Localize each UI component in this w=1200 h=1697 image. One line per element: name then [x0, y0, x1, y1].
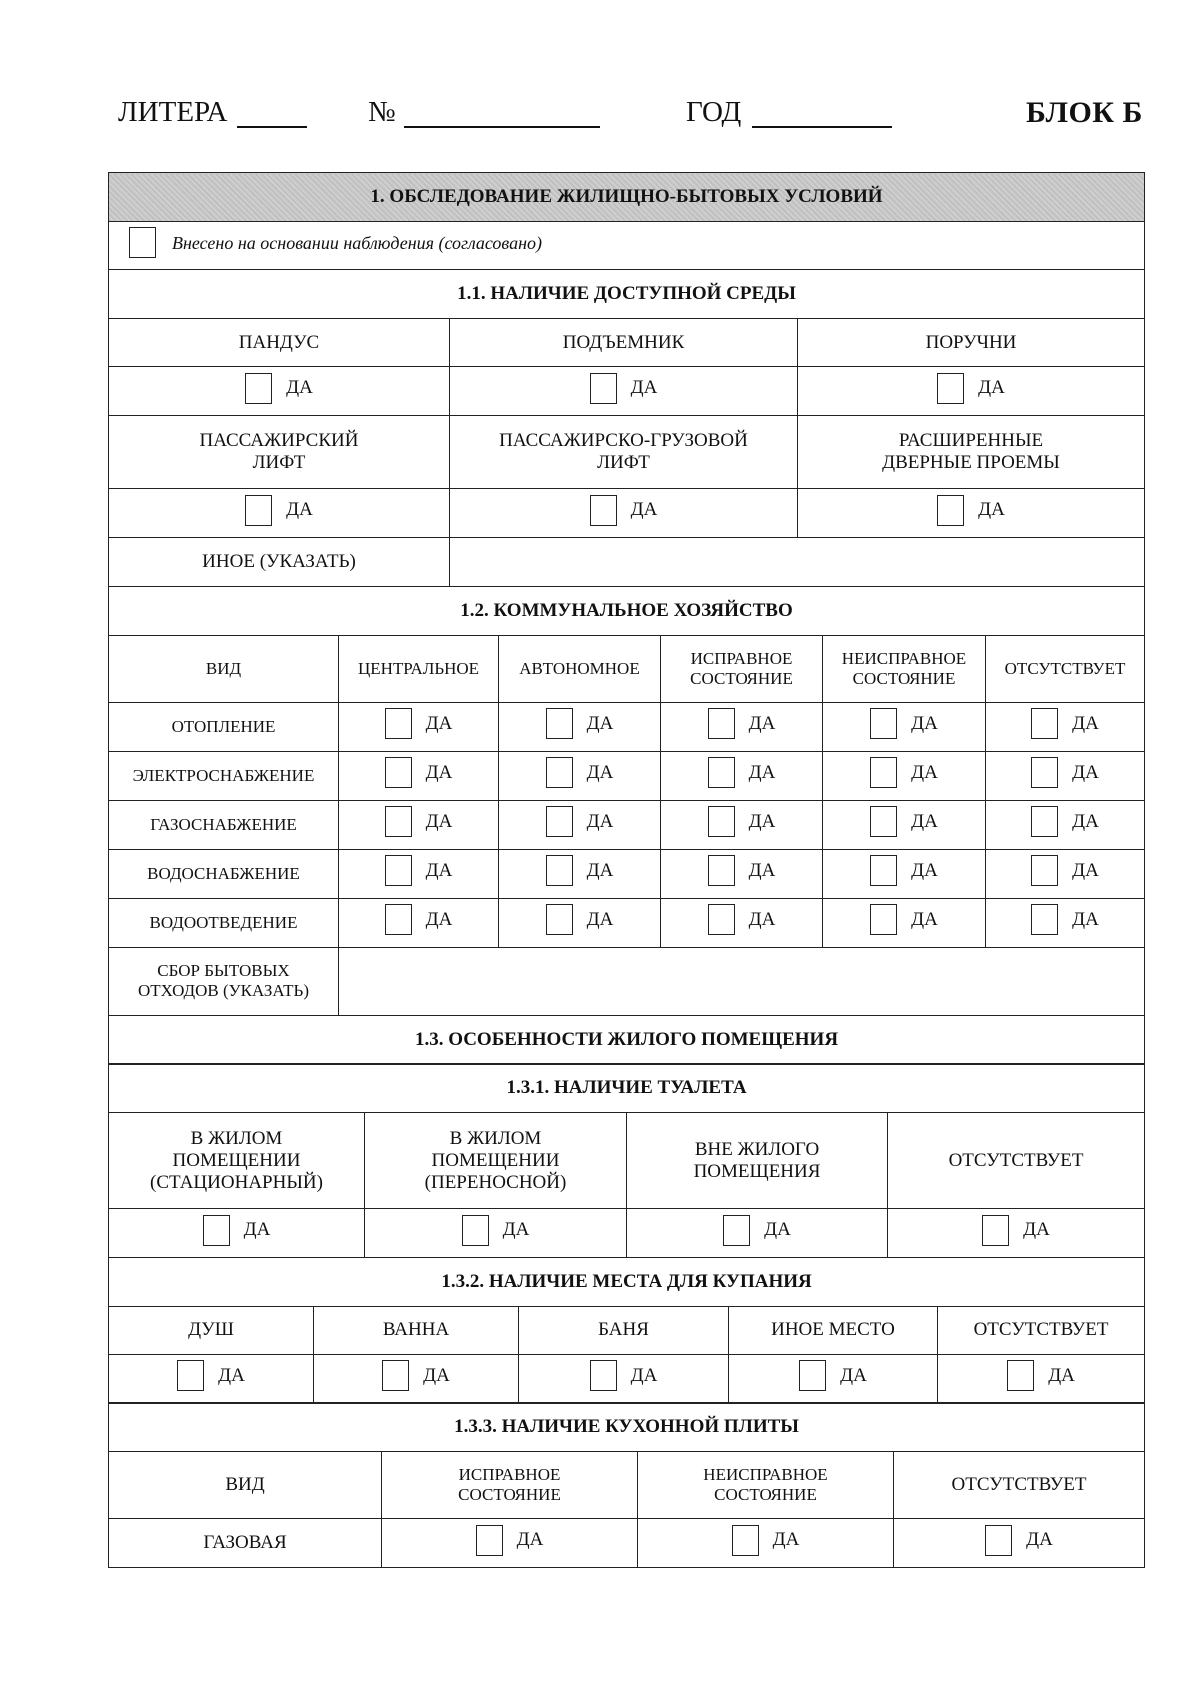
- cell: [823, 751, 986, 800]
- cell: [339, 751, 499, 800]
- bath-yes[interactable]: ДА: [382, 1360, 450, 1391]
- section-1-1-title: 1.1. НАЛИЧИЕ ДОСТУПНОЙ СРЕДЫ: [109, 270, 1145, 319]
- block-label: БЛОК Б: [1026, 96, 1143, 129]
- checkbox[interactable]: [708, 855, 735, 886]
- gas-autonomous[interactable]: ДА: [546, 806, 614, 837]
- shower-yes[interactable]: ДА: [177, 1360, 245, 1391]
- note-checkbox[interactable]: [129, 227, 156, 258]
- cargo-lift-yes[interactable]: ДА: [590, 495, 658, 526]
- row-label-gas: ГАЗОСНАБЖЕНИЕ: [109, 800, 339, 849]
- electricity-good[interactable]: ДА: [708, 757, 776, 788]
- electricity-central[interactable]: ДА: [385, 757, 453, 788]
- other-place-yes[interactable]: ДА: [799, 1360, 867, 1391]
- checkbox[interactable]: [590, 1360, 617, 1391]
- section-1-2-title: 1.2. КОММУНАЛЬНОЕ ХОЗЯЙСТВО: [109, 586, 1145, 635]
- cell: [339, 898, 499, 947]
- other-input[interactable]: [450, 538, 1145, 587]
- checkbox[interactable]: [937, 495, 964, 526]
- bathing-absent-yes[interactable]: ДА: [1007, 1360, 1075, 1391]
- row-label-water: ВОДОСНАБЖЕНИЕ: [109, 849, 339, 898]
- ramp-cell: [109, 367, 450, 416]
- toilet-outside-yes[interactable]: ДА: [723, 1215, 791, 1246]
- cell: [888, 1209, 1145, 1258]
- table-row: [109, 800, 1145, 849]
- electricity-autonomous[interactable]: ДА: [546, 757, 614, 788]
- waste-input[interactable]: [339, 947, 1145, 1015]
- col-type-header: ВИД: [109, 635, 339, 702]
- passenger-lift-yes[interactable]: ДА: [245, 495, 313, 526]
- cell: [823, 849, 986, 898]
- checkbox[interactable]: [1031, 855, 1058, 886]
- bathing-absent-header: ОТСУТСТВУЕТ: [938, 1306, 1145, 1354]
- checkbox[interactable]: [1007, 1360, 1034, 1391]
- cell: [661, 702, 823, 751]
- passenger-lift-header: ПАССАЖИРСКИЙ ЛИФТ: [109, 416, 450, 489]
- drainage-bad[interactable]: ДА: [870, 904, 938, 935]
- gas-central[interactable]: ДА: [385, 806, 453, 837]
- section-1-3-2-table: [108, 1257, 1145, 1404]
- checkbox[interactable]: [546, 757, 573, 788]
- cell: [661, 800, 823, 849]
- cell: [638, 1519, 894, 1568]
- checkbox[interactable]: [203, 1215, 230, 1246]
- cell: [627, 1209, 888, 1258]
- cell: [986, 800, 1145, 849]
- stove-type-header: ВИД: [109, 1452, 382, 1519]
- toilet-absent-yes[interactable]: ДА: [982, 1215, 1050, 1246]
- stove-bad-yes[interactable]: ДА: [732, 1525, 800, 1556]
- stove-absent-yes[interactable]: ДА: [985, 1525, 1053, 1556]
- cargo-lift-header: ПАССАЖИРСКО-ГРУЗОВОЙ ЛИФТ: [450, 416, 798, 489]
- wide-doors-yes[interactable]: ДА: [937, 495, 1005, 526]
- checkbox[interactable]: [1031, 806, 1058, 837]
- cell: [894, 1519, 1145, 1568]
- toilet-portable-yes[interactable]: ДА: [462, 1215, 530, 1246]
- table-row: [109, 702, 1145, 751]
- form-header: [0, 92, 1200, 142]
- number-label: №: [368, 96, 396, 128]
- ramp-header: ПАНДУС: [109, 319, 450, 367]
- col-autonomous-header: АВТОНОМНОЕ: [499, 635, 661, 702]
- section-1-3-title: 1.3. ОСОБЕННОСТИ ЖИЛОГО ПОМЕЩЕНИЯ: [109, 1015, 1145, 1064]
- passenger-lift-cell: [109, 489, 450, 538]
- checkbox[interactable]: [937, 373, 964, 404]
- cell: [499, 849, 661, 898]
- checkbox[interactable]: [385, 708, 412, 739]
- checkbox[interactable]: [985, 1525, 1012, 1556]
- electricity-bad[interactable]: ДА: [870, 757, 938, 788]
- water-good[interactable]: ДА: [708, 855, 776, 886]
- other-label: ИНОЕ (УКАЗАТЬ): [109, 538, 450, 587]
- cell: [382, 1519, 638, 1568]
- checkbox[interactable]: [590, 495, 617, 526]
- checkbox[interactable]: [546, 708, 573, 739]
- stove-good-yes[interactable]: ДА: [476, 1525, 544, 1556]
- checkbox[interactable]: [708, 757, 735, 788]
- cell: [823, 898, 986, 947]
- checkbox[interactable]: [385, 855, 412, 886]
- waste-label: СБОР БЫТОВЫХ ОТХОДОВ (УКАЗАТЬ): [109, 947, 339, 1015]
- heating-bad[interactable]: ДА: [870, 708, 938, 739]
- col-central-header: ЦЕНТРАЛЬНОЕ: [339, 635, 499, 702]
- checkbox[interactable]: [590, 373, 617, 404]
- lift-cell: [450, 367, 798, 416]
- cell: [986, 751, 1145, 800]
- cell: [365, 1209, 627, 1258]
- checkbox[interactable]: [1031, 757, 1058, 788]
- heating-central[interactable]: ДА: [385, 708, 453, 739]
- stove-good-header: ИСПРАВНОЕ СОСТОЯНИЕ: [382, 1452, 638, 1519]
- checkbox[interactable]: [476, 1525, 503, 1556]
- cell: [499, 800, 661, 849]
- gas-good[interactable]: ДА: [708, 806, 776, 837]
- handrails-header: ПОРУЧНИ: [798, 319, 1145, 367]
- survey-form: [108, 172, 1144, 1568]
- checkbox[interactable]: [382, 1360, 409, 1391]
- checkbox[interactable]: [870, 757, 897, 788]
- section-1-table: [108, 172, 1145, 587]
- banya-yes[interactable]: ДА: [590, 1360, 658, 1391]
- checkbox[interactable]: [708, 708, 735, 739]
- row-label-electricity: ЭЛЕКТРОСНАБЖЕНИЕ: [109, 751, 339, 800]
- drainage-good[interactable]: ДА: [708, 904, 776, 935]
- wide-doors-cell: [798, 489, 1145, 538]
- drainage-autonomous[interactable]: ДА: [546, 904, 614, 935]
- cell: [823, 702, 986, 751]
- ramp-yes[interactable]: ДА: [245, 373, 313, 404]
- toilet-stationary-yes[interactable]: ДА: [203, 1215, 271, 1246]
- water-autonomous[interactable]: ДА: [546, 855, 614, 886]
- row-label-drainage: ВОДООТВЕДЕНИЕ: [109, 898, 339, 947]
- checkbox[interactable]: [385, 757, 412, 788]
- checkbox[interactable]: [870, 904, 897, 935]
- cell: [109, 1354, 314, 1403]
- checkbox[interactable]: [870, 806, 897, 837]
- checkbox[interactable]: [732, 1525, 759, 1556]
- checkbox[interactable]: [385, 904, 412, 935]
- checkbox[interactable]: [245, 373, 272, 404]
- row-label-gas-stove: ГАЗОВАЯ: [109, 1519, 382, 1568]
- checkbox[interactable]: [245, 495, 272, 526]
- litera-field[interactable]: [237, 92, 307, 128]
- handrails-cell: [798, 367, 1145, 416]
- other-place-header: ИНОЕ МЕСТО: [729, 1306, 938, 1354]
- gas-absent[interactable]: ДА: [1031, 806, 1099, 837]
- checkbox[interactable]: [546, 855, 573, 886]
- cell: [986, 702, 1145, 751]
- cell: [729, 1354, 938, 1403]
- lift-header: ПОДЪЕМНИК: [450, 319, 798, 367]
- wide-doors-header: РАСШИРЕННЫЕ ДВЕРНЫЕ ПРОЕМЫ: [798, 416, 1145, 489]
- gas-bad[interactable]: ДА: [870, 806, 938, 837]
- cell: [986, 898, 1145, 947]
- checkbox[interactable]: [385, 806, 412, 837]
- toilet-outside-header: ВНЕ ЖИЛОГО ПОМЕЩЕНИЯ: [627, 1113, 888, 1209]
- section-1-3-1-table: [108, 1063, 1145, 1258]
- banya-header: БАНЯ: [519, 1306, 729, 1354]
- cell: [499, 898, 661, 947]
- cell: [339, 800, 499, 849]
- bath-header: ВАННА: [314, 1306, 519, 1354]
- cell: [938, 1354, 1145, 1403]
- toilet-portable-header: В ЖИЛОМ ПОМЕЩЕНИИ (ПЕРЕНОСНОЙ): [365, 1113, 627, 1209]
- water-central[interactable]: ДА: [385, 855, 453, 886]
- number-field[interactable]: [404, 92, 600, 128]
- toilet-absent-header: ОТСУТСТВУЕТ: [888, 1113, 1145, 1209]
- checkbox[interactable]: [462, 1215, 489, 1246]
- water-absent[interactable]: ДА: [1031, 855, 1099, 886]
- cell: [499, 702, 661, 751]
- cell: [339, 702, 499, 751]
- note-row: [109, 222, 1145, 270]
- drainage-central[interactable]: ДА: [385, 904, 453, 935]
- section-1-3-1-title: 1.3.1. НАЛИЧИЕ ТУАЛЕТА: [109, 1064, 1145, 1113]
- section-1-title: 1. ОБСЛЕДОВАНИЕ ЖИЛИЩНО-БЫТОВЫХ УСЛОВИЙ: [109, 173, 1145, 222]
- section-1-3-3-title: 1.3.3. НАЛИЧИЕ КУХОННОЙ ПЛИТЫ: [109, 1403, 1145, 1452]
- lift-yes[interactable]: ДА: [590, 373, 658, 404]
- cell: [661, 751, 823, 800]
- cell: [661, 898, 823, 947]
- stove-bad-header: НЕИСПРАВНОЕ СОСТОЯНИЕ: [638, 1452, 894, 1519]
- stove-absent-header: ОТСУТСТВУЕТ: [894, 1452, 1145, 1519]
- checkbox[interactable]: [870, 855, 897, 886]
- note-text: Внесено на основании наблюдения (согласовано): [172, 232, 543, 253]
- toilet-stationary-header: В ЖИЛОМ ПОМЕЩЕНИИ (СТАЦИОНАРНЫЙ): [109, 1113, 365, 1209]
- checkbox[interactable]: [708, 904, 735, 935]
- water-bad[interactable]: ДА: [870, 855, 938, 886]
- heating-autonomous[interactable]: ДА: [546, 708, 614, 739]
- year-field[interactable]: [752, 92, 892, 128]
- section-1-2-table: [108, 586, 1145, 1065]
- checkbox[interactable]: [799, 1360, 826, 1391]
- section-1-3-3-table: [108, 1402, 1145, 1568]
- cargo-lift-cell: [450, 489, 798, 538]
- shower-header: ДУШ: [109, 1306, 314, 1354]
- section-1-3-2-title: 1.3.2. НАЛИЧИЕ МЕСТА ДЛЯ КУПАНИЯ: [109, 1257, 1145, 1306]
- drainage-absent[interactable]: ДА: [1031, 904, 1099, 935]
- cell: [339, 849, 499, 898]
- checkbox[interactable]: [1031, 708, 1058, 739]
- electricity-absent[interactable]: ДА: [1031, 757, 1099, 788]
- cell: [823, 800, 986, 849]
- checkbox[interactable]: [546, 904, 573, 935]
- checkbox[interactable]: [177, 1360, 204, 1391]
- checkbox[interactable]: [1031, 904, 1058, 935]
- cell: [314, 1354, 519, 1403]
- cell: [661, 849, 823, 898]
- cell: [986, 849, 1145, 898]
- cell: [519, 1354, 729, 1403]
- heating-good[interactable]: ДА: [708, 708, 776, 739]
- cell: [499, 751, 661, 800]
- year-label: ГОД: [686, 96, 742, 128]
- checkbox[interactable]: [982, 1215, 1009, 1246]
- row-label-heating: ОТОПЛЕНИЕ: [109, 702, 339, 751]
- col-good-header: ИСПРАВНОЕ СОСТОЯНИЕ: [661, 635, 823, 702]
- checkbox[interactable]: [723, 1215, 750, 1246]
- checkbox[interactable]: [708, 806, 735, 837]
- col-bad-header: НЕИСПРАВНОЕ СОСТОЯНИЕ: [823, 635, 986, 702]
- handrails-yes[interactable]: ДА: [937, 373, 1005, 404]
- litera-label: ЛИТЕРА: [118, 96, 228, 128]
- checkbox[interactable]: [546, 806, 573, 837]
- table-row: [109, 898, 1145, 947]
- table-row: [109, 849, 1145, 898]
- table-row: [109, 751, 1145, 800]
- checkbox[interactable]: [870, 708, 897, 739]
- cell: [109, 1209, 365, 1258]
- col-absent-header: ОТСУТСТВУЕТ: [986, 635, 1145, 702]
- heating-absent[interactable]: ДА: [1031, 708, 1099, 739]
